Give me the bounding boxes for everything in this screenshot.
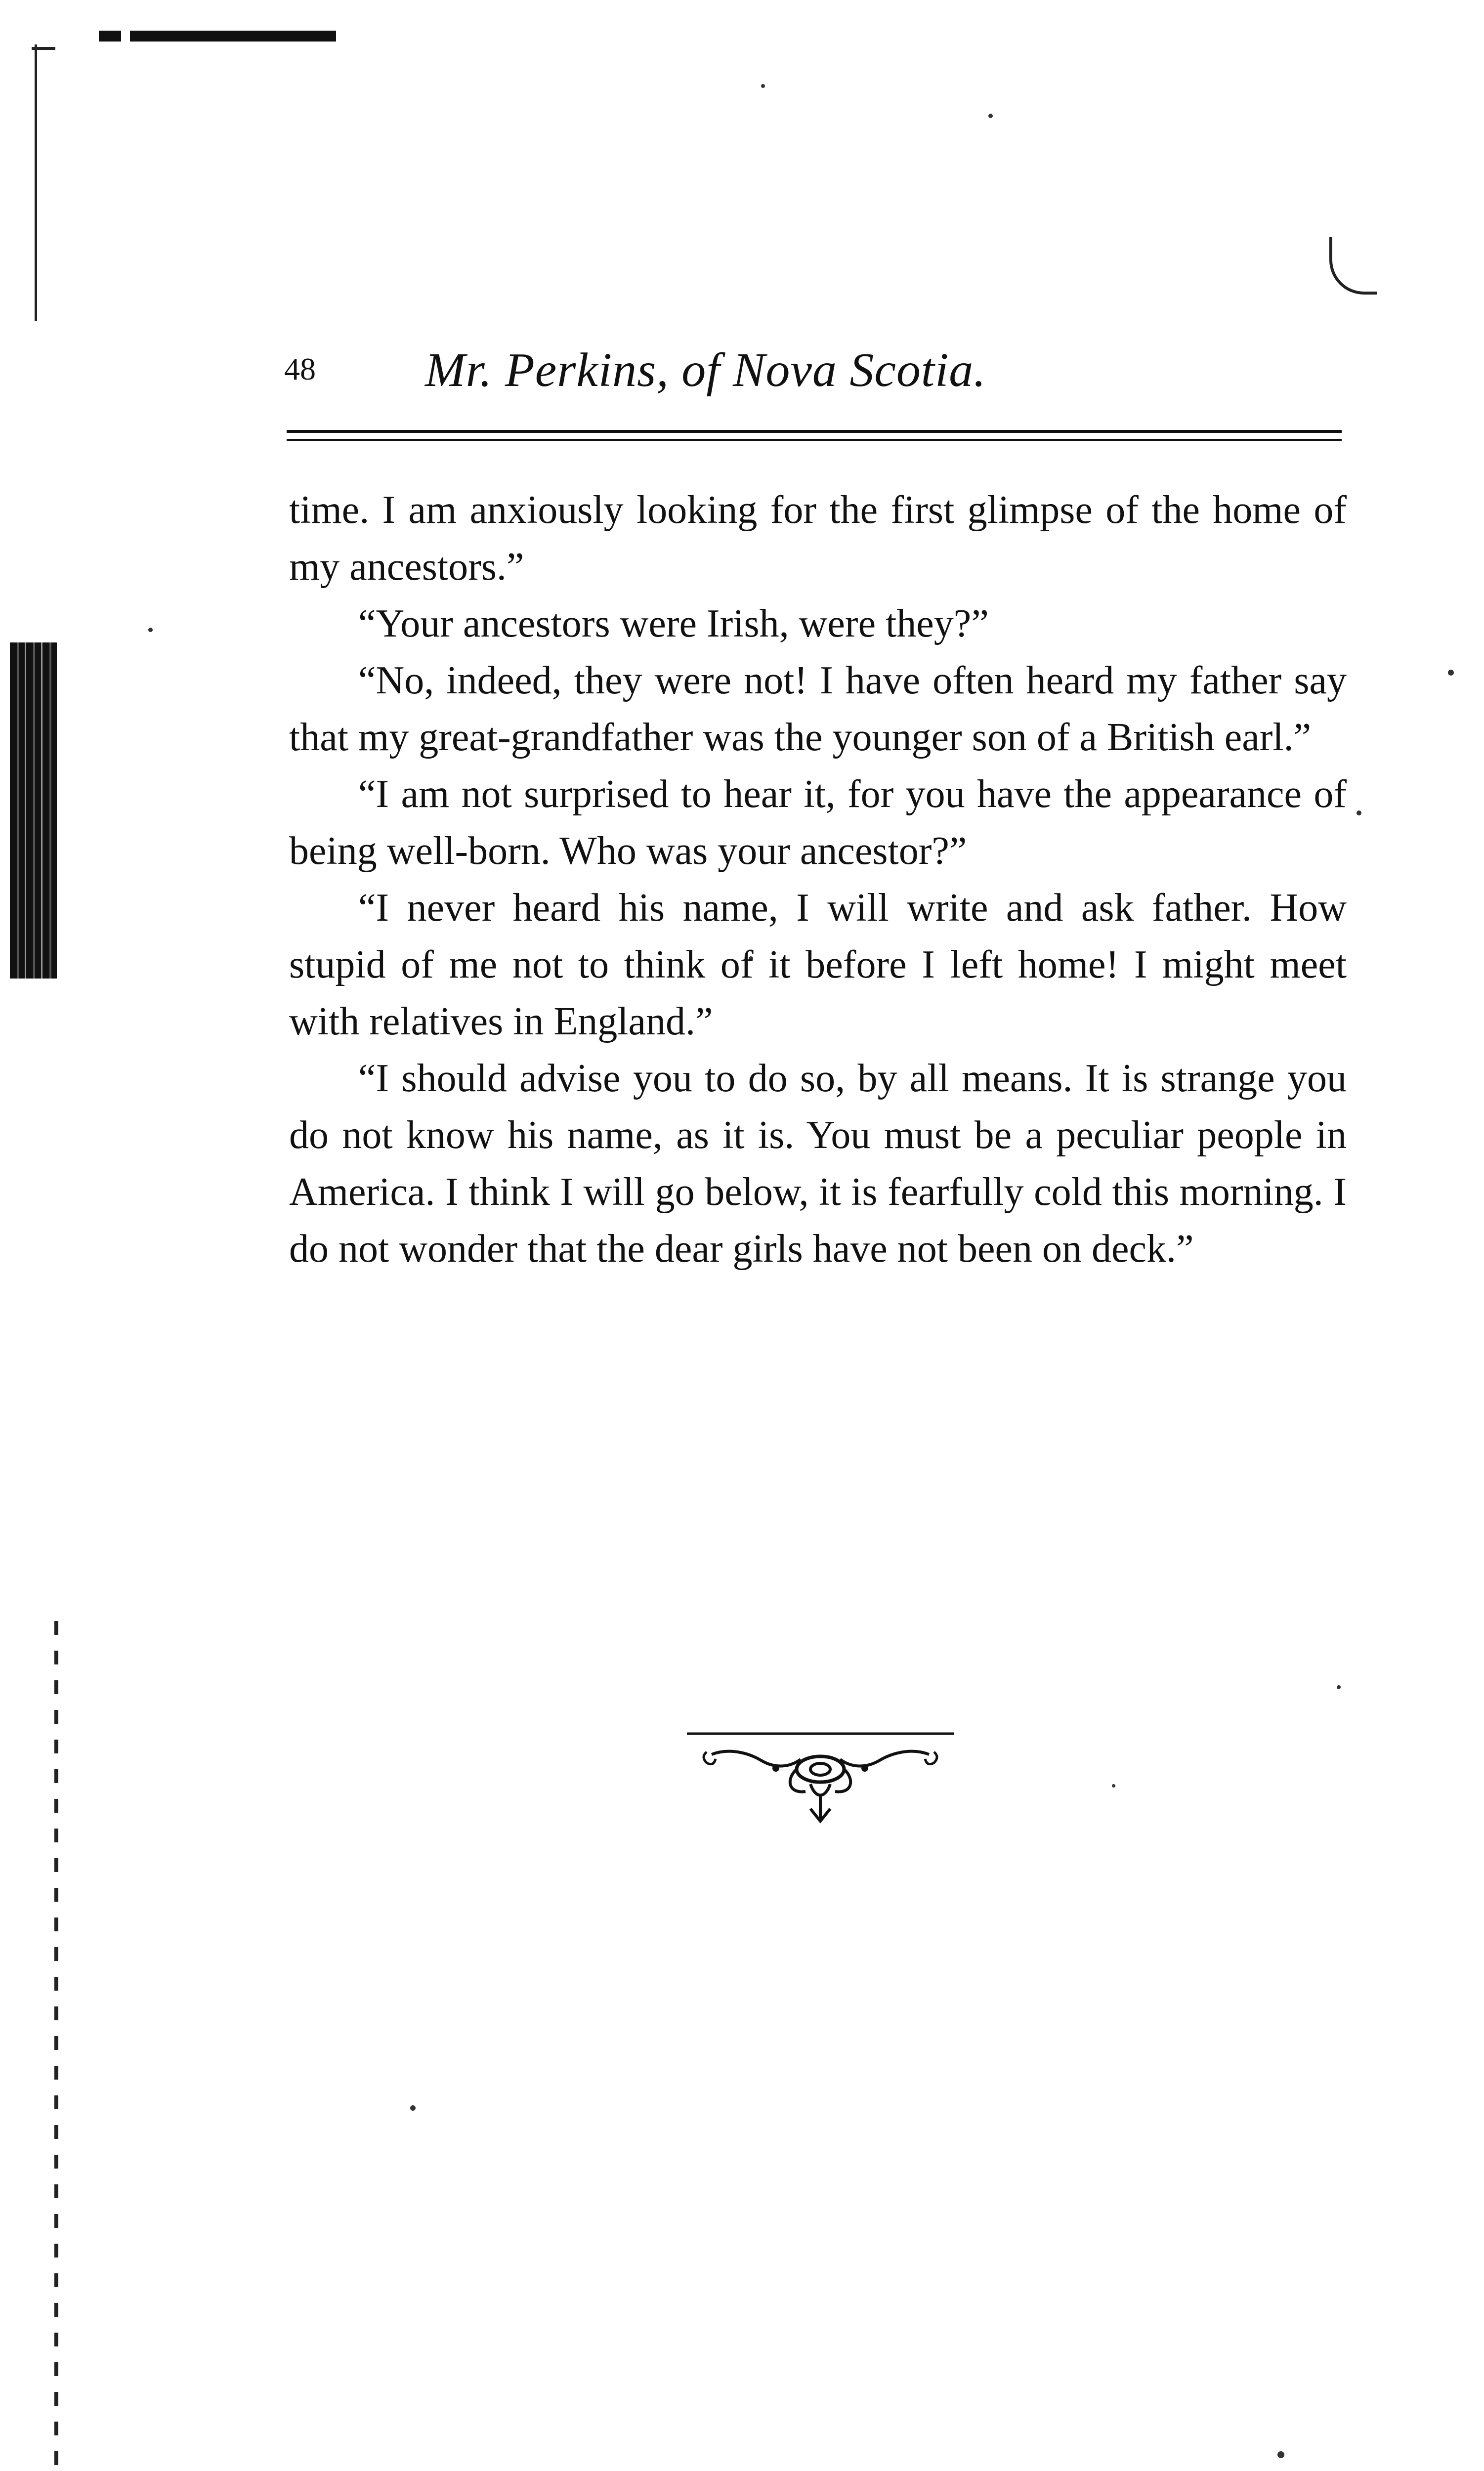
paragraph: “I am not surprised to hear it, for you have the appearance of being well-born. Who was your ancestor?”: [289, 772, 1347, 873]
speck: [1357, 810, 1361, 815]
scan-artifact-gap: [121, 31, 130, 42]
page-number: 48: [284, 351, 316, 386]
paragraph: time. I am anxiously looking for the first glimpse of the home of my ancestors.”: [289, 488, 1347, 589]
scan-artifact-left-dashes: [54, 1621, 58, 2471]
speck: [410, 2105, 416, 2111]
header-rule-thin: [287, 439, 1342, 441]
running-title: Mr. Perkins, of Nova Scotia.: [425, 343, 986, 397]
scan-artifact-left-block: [10, 642, 57, 979]
scan-artifact-top-bar: [99, 31, 336, 42]
header-rule-thick: [287, 430, 1342, 433]
body-text: [289, 482, 1347, 1278]
speck: [1448, 670, 1454, 676]
paragraph: “I never heard his name, I will write and ask father. How stupid of me not to think of it before I left home! I might meet with relatives in England.”: [289, 886, 1347, 1043]
paragraph: “No, indeed, they were not! I have often heard my father say that my great-grandfather was the younger son of a British earl.”: [289, 659, 1347, 759]
tailpiece-flourish-icon: [677, 1725, 964, 1833]
speck: [148, 628, 153, 632]
paragraph: “I should advise you to do so, by all means. It is strange you do not know his name, as it is. You must be a peculiar people in America. I think I will go below, it is fearfully cold this morning. I do not wonder that the dear girls have not been on deck.”: [289, 1057, 1347, 1271]
speck: [1112, 1784, 1115, 1788]
speck: [1277, 2451, 1284, 2458]
speck: [988, 114, 993, 118]
speck: [761, 84, 765, 88]
scan-artifact-left-tick: [32, 47, 55, 50]
scan-artifact-corner-mark: [1329, 237, 1377, 295]
paragraph: “Your ancestors were Irish, were they?”: [358, 602, 989, 645]
speck: [1337, 1685, 1341, 1689]
scan-artifact-left-line: [35, 44, 37, 321]
